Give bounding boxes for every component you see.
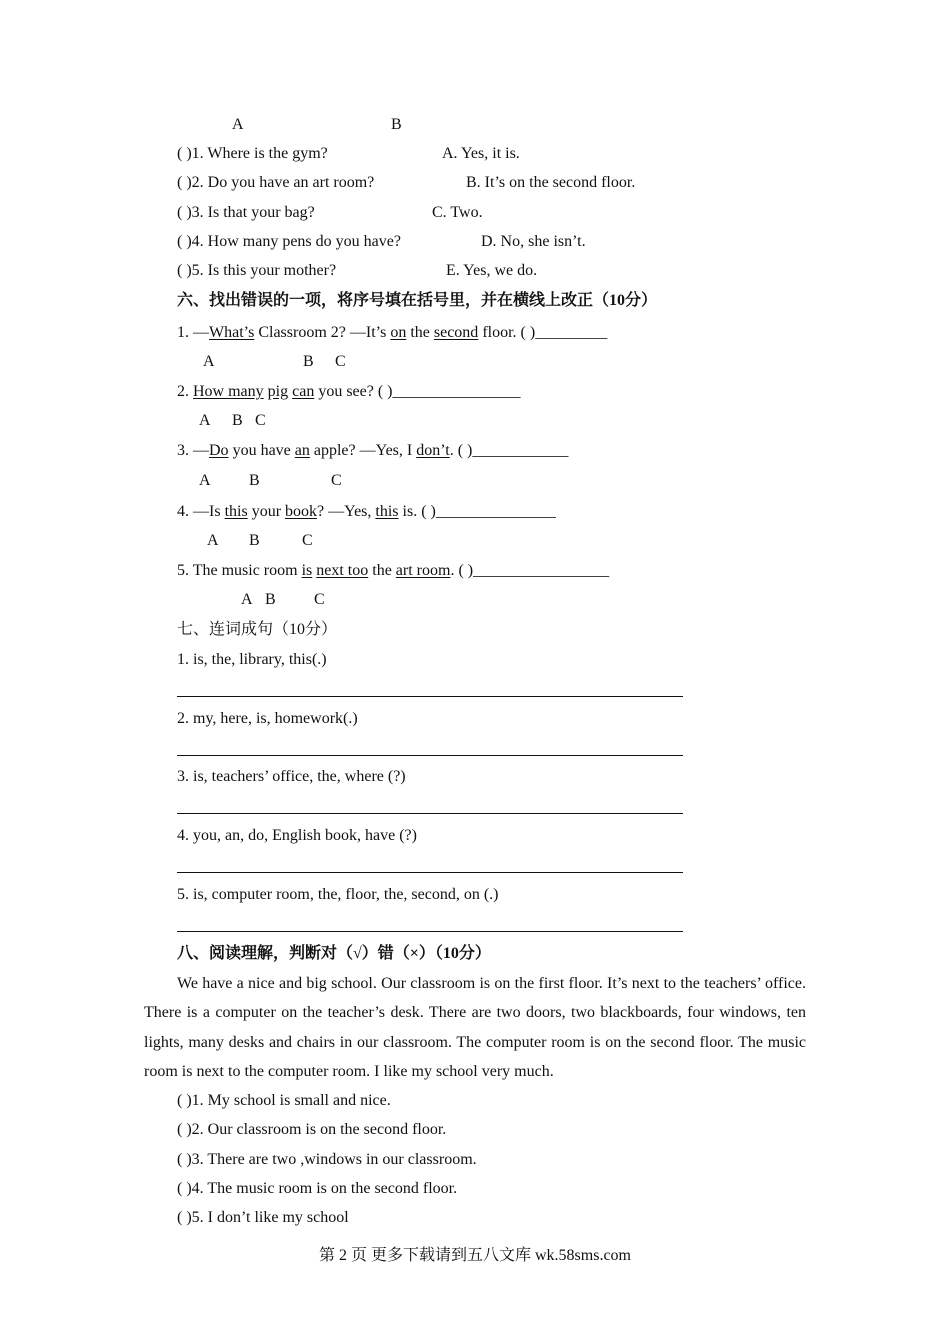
- matching-question: ( )1. Where is the gym?: [177, 145, 328, 162]
- option-label-a: A: [199, 472, 211, 489]
- matching-answer: E. Yes, we do.: [446, 262, 538, 279]
- error-question-1: 1. —What’s Classroom 2? —It’s on the second floor. ( )_________: [177, 324, 608, 341]
- column-a-label: A: [232, 116, 244, 133]
- answer-line: [177, 696, 683, 697]
- option-label-b: B: [303, 353, 314, 370]
- error-question-5: 5. The music room is next too the art room. ( )_________________: [177, 562, 610, 579]
- true-false-item: ( )4. The music room is on the second floor.: [177, 1180, 458, 1197]
- answer-line: [177, 931, 683, 932]
- option-label-b: B: [232, 412, 243, 429]
- column-b-label: B: [391, 116, 402, 133]
- section-6-title: 六、找出错误的一项，将序号填在括号里，并在横线上改正（10分）: [177, 292, 658, 309]
- section-8-title: 八、阅读理解，判断对（√）错（×）（10分）: [177, 945, 491, 962]
- answer-line: [177, 813, 683, 814]
- word-order-item: 5. is, computer room, the, floor, the, second, on (.): [177, 886, 499, 903]
- option-label-c: C: [302, 532, 313, 549]
- option-label-b: B: [265, 591, 276, 608]
- matching-answer: A. Yes, it is.: [442, 145, 520, 162]
- true-false-item: ( )5. I don’t like my school: [177, 1209, 349, 1226]
- matching-answer: D. No, she isn’t.: [481, 233, 586, 250]
- option-label-a: A: [203, 353, 215, 370]
- matching-question: ( )2. Do you have an art room?: [177, 174, 375, 191]
- true-false-item: ( )1. My school is small and nice.: [177, 1092, 391, 1109]
- page-footer: 第 2 页 更多下载请到五八文库 wk.58sms.com: [318, 1247, 631, 1264]
- option-label-c: C: [331, 472, 342, 489]
- option-label-b: B: [249, 472, 260, 489]
- true-false-item: ( )2. Our classroom is on the second floor.: [177, 1121, 447, 1138]
- option-label-b: B: [249, 532, 260, 549]
- option-label-a: A: [199, 412, 211, 429]
- word-order-item: 1. is, the, library, this(.): [177, 651, 327, 668]
- option-label-a: A: [241, 591, 253, 608]
- error-question-2: 2. How many pig can you see? ( )________________: [177, 383, 521, 400]
- option-label-c: C: [255, 412, 266, 429]
- matching-answer: B. It’s on the second floor.: [466, 174, 636, 191]
- matching-question: ( )3. Is that your bag?: [177, 204, 315, 221]
- error-question-3: 3. —Do you have an apple? —Yes, I don’t. ( )____________: [177, 442, 569, 459]
- true-false-item: ( )3. There are two ,windows in our classroom.: [177, 1151, 477, 1168]
- matching-question: ( )5. Is this your mother?: [177, 262, 337, 279]
- word-order-item: 2. my, here, is, homework(.): [177, 710, 358, 727]
- reading-passage: We have a nice and big school. Our classroom is on the first floor. It’s next to the teachers’ office. There is a computer on the teacher’s desk. There are two doors, two blackboards, four windows, ten lights, many desks and chairs in our classroom. The computer room is on the second floor. The music room is next to the computer room. I like my school very much.: [144, 975, 806, 1080]
- word-order-item: 3. is, teachers’ office, the, where (?): [177, 768, 406, 785]
- error-question-4: 4. —Is this your book? —Yes, this is. ( )_______________: [177, 503, 556, 520]
- option-label-c: C: [314, 591, 325, 608]
- word-order-item: 4. you, an, do, English book, have (?): [177, 827, 417, 844]
- answer-line: [177, 872, 683, 873]
- matching-question: ( )4. How many pens do you have?: [177, 233, 401, 250]
- matching-answer: C. Two.: [432, 204, 483, 221]
- section-7-title: 七、连词成句（10分）: [177, 621, 338, 638]
- option-label-a: A: [207, 532, 219, 549]
- answer-line: [177, 755, 683, 756]
- option-label-c: C: [335, 353, 346, 370]
